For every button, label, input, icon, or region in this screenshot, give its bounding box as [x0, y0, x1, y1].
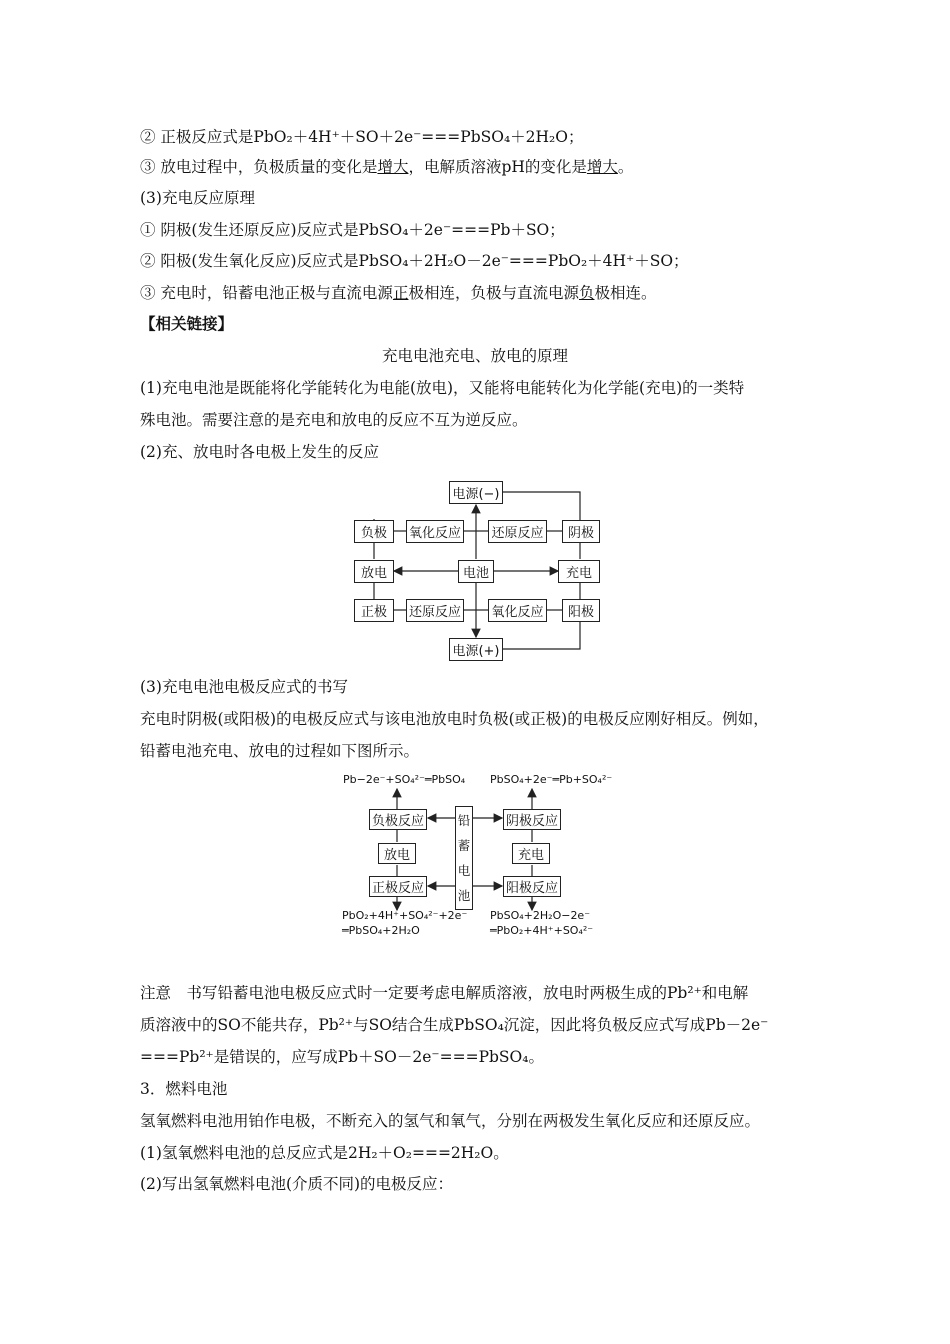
positive-electrode-box: 正极: [354, 599, 394, 622]
text-line: 充电时阴极(或阳极)的电极反应式与该电池放电时负极(或正极)的电极反应刚好相反。例如，: [140, 710, 769, 728]
text-line: ① 阴极(发生还原反应)反应式是PbSO₄＋2e⁻===Pb＋SO；: [140, 221, 565, 239]
equation-top-left: Pb−2e⁻+SO₄²⁻═PbSO₄: [343, 773, 466, 786]
text-line: 氢氧燃料电池用铂作电极，不断充入的氢气和氧气，分别在两极发生氧化反应和还原反应。: [140, 1112, 761, 1130]
section-heading: (3)充电反应原理: [140, 189, 255, 207]
negative-reaction-box: 负极反应: [369, 809, 427, 830]
battery-char: 铅: [457, 813, 471, 828]
reduction-right-box: 还原反应: [488, 520, 547, 543]
answer-blank: 负: [578, 284, 595, 302]
equation-bottom-right-2: ═PbO₂+4H⁺+SO₄²⁻: [490, 924, 594, 937]
text-span: ③ 充电时，铅蓄电池正极与直流电源: [140, 284, 393, 302]
text-span: 。: [617, 158, 634, 176]
discharge-box: 放电: [354, 560, 394, 583]
text-line: (1)氢氧燃料电池的总反应式是2H₂＋O₂===2H₂O。: [140, 1144, 509, 1162]
text-line: 注意 书写铅蓄电池电极反应式时一定要考虑电解质溶液，放电时两极生成的Pb²⁺和电解: [140, 984, 749, 1002]
section-heading: (3)充电电池电极反应式的书写: [140, 678, 348, 696]
equation-top-right: PbSO₄+2e⁻═Pb+SO₄²⁻: [490, 773, 613, 786]
charge-box: 充电: [558, 560, 600, 583]
cathode-box: 阴极: [562, 520, 600, 543]
text-line: 质溶液中的SO不能共存，Pb²⁺与SO结合生成PbSO₄沉淀，因此将负极反应式写成Pb－2e⁻: [140, 1016, 769, 1034]
equation-bottom-right-1: PbSO₄+2H₂O−2e⁻: [490, 909, 591, 922]
discharge-box: 放电: [378, 843, 416, 864]
section-heading: 【相关链接】: [140, 314, 234, 333]
text-span: 极相连。: [594, 284, 657, 302]
battery-char: 池: [457, 888, 471, 903]
positive-reaction-box: 正极反应: [369, 876, 427, 897]
charge-box: 充电: [512, 843, 550, 864]
battery-box: 电池: [458, 560, 494, 583]
answer-blank: 增大: [586, 158, 618, 176]
oxidation-right-box: 氧化反应: [488, 599, 547, 622]
section-heading: 3．燃料电池: [140, 1080, 228, 1098]
power-positive-box: 电源(+): [449, 638, 503, 661]
text-line: (2)充、放电时各电极上发生的反应: [140, 443, 379, 461]
section-title: 充电电池充电、放电的原理: [381, 347, 568, 365]
lead-acid-battery-box: [455, 806, 473, 910]
text-line: 铅蓄电池充电、放电的过程如下图所示。: [140, 742, 420, 760]
text-line: ===Pb²⁺是错误的，应写成Pb＋SO－2e⁻===PbSO₄。: [140, 1048, 544, 1066]
text-line: ② 正极反应式是PbO₂＋4H⁺＋SO＋2e⁻===PbSO₄＋2H₂O；: [140, 128, 584, 146]
equation-bottom-left-2: ═PbSO₄+2H₂O: [342, 924, 420, 937]
answer-blank: 增大: [377, 158, 409, 176]
battery-char: 蓄: [457, 838, 471, 853]
negative-electrode-box: 负极: [354, 520, 394, 543]
equation-bottom-left-1: PbO₂+4H⁺+SO₄²⁻+2e⁻: [342, 909, 468, 922]
text-span: ③ 放电过程中，负极质量的变化是: [140, 158, 378, 176]
text-line: (1)充电电池是既能将化学能转化为电能(放电)，又能将电能转化为化学能(充电)的一类特: [140, 379, 745, 397]
text-line: (2)写出氢氧燃料电池(介质不同)的电极反应：: [140, 1175, 454, 1193]
cathode-reaction-box: 阴极反应: [503, 809, 561, 830]
power-negative-box: 电源(−): [449, 481, 503, 504]
text-line: 殊电池。需要注意的是充电和放电的反应不互为逆反应。: [140, 411, 528, 429]
oxidation-left-box: 氧化反应: [406, 520, 464, 543]
answer-blank: 正: [392, 284, 409, 302]
text-span: 极相连，负极与直流电源: [408, 284, 579, 302]
reduction-left-box: 还原反应: [406, 599, 464, 622]
text-line: ② 阳极(发生氧化反应)反应式是PbSO₄＋2H₂O－2e⁻===PbO₂＋4H⁺＋SO；: [140, 252, 689, 270]
text-span: ，电解质溶液pH的变化是: [408, 158, 587, 176]
battery-char: 电: [457, 863, 471, 878]
anode-reaction-box: 阳极反应: [503, 876, 561, 897]
anode-box: 阳极: [562, 599, 600, 622]
